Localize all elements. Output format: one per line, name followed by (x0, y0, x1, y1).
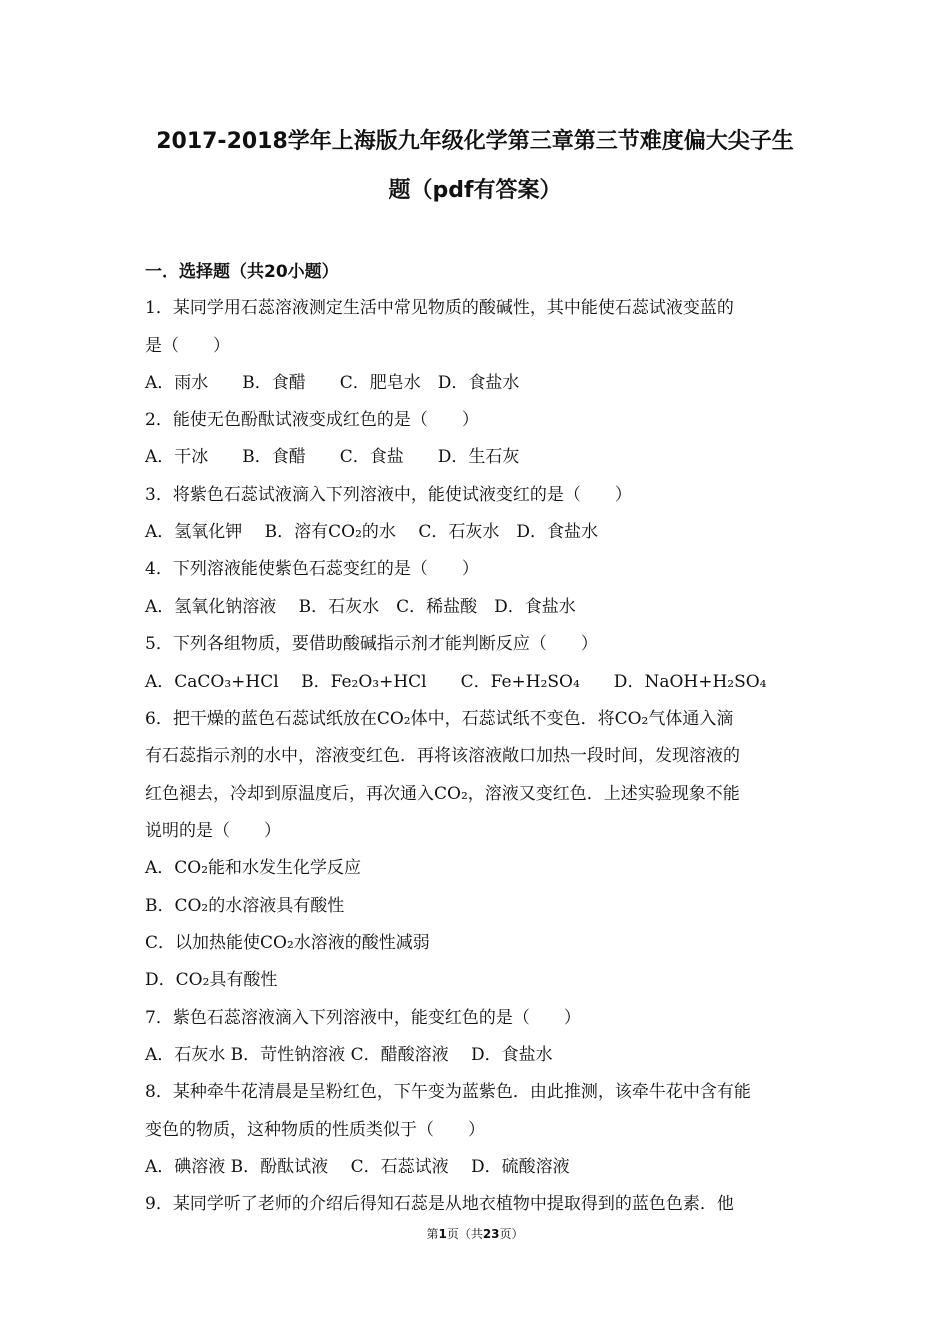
answer-options: A．雨水 B．食醋 C．肥皂水 D．食盐水 (145, 373, 520, 393)
question-text: 9．某同学听了老师的介绍后得知石蕊是从地衣植物中提取得到的蓝色色素．他 (145, 1194, 734, 1214)
answer-options: A．碘溶液 B．酚酞试液 C．石蕊试液 D．硫酸溶液 (145, 1157, 570, 1177)
page-footer (0, 1227, 950, 1241)
question-text: 5．下列各组物质，要借助酸碱指示剂才能判断反应（ ） (145, 634, 598, 654)
question-text: 红色褪去，冷却到原温度后，再次通入CO₂，溶液又变红色．上述实验现象不能 (145, 784, 740, 804)
question-text: 6．把干燥的蓝色石蕊试纸放在CO₂体中，石蕊试纸不变色．将CO₂气体通入滴 (145, 709, 734, 729)
footer-suffix: 页） (499, 1227, 524, 1241)
answer-option: B．CO₂的水溶液具有酸性 (145, 896, 345, 916)
document-title-line-1: 2017-2018学年上海版九年级化学第三章第三节难度偏大尖子生 (156, 129, 794, 154)
question-text: 有石蕊指示剂的水中，溶液变红色．再将该溶液敞口加热一段时间，发现溶液的 (145, 746, 740, 766)
answer-options: A．干冰 B．食醋 C．食盐 D．生石灰 (145, 447, 520, 467)
question-text: 是（ ） (145, 336, 230, 356)
question-text: 变色的物质，这种物质的性质类似于（ ） (145, 1120, 485, 1140)
question-text: 3．将紫色石蕊试液滴入下列溶液中，能使试液变红的是（ ） (145, 485, 632, 505)
document-title-line-2: 题（pdf有答案） (388, 178, 562, 203)
answer-option: C．以加热能使CO₂水溶液的酸性减弱 (145, 933, 430, 953)
answer-options: A．石灰水 B．苛性钠溶液 C．醋酸溶液 D．食盐水 (145, 1045, 553, 1065)
footer-page-number: 1 (438, 1227, 447, 1241)
answer-options: A．CaCO₃+HCl B．Fe₂O₃+HCl C．Fe+H₂SO₄ D．NaOH+H₂SO₄ (145, 672, 767, 692)
question-text: 4．下列溶液能使紫色石蕊变红的是（ ） (145, 559, 479, 579)
section-heading: 一．选择题（共20小题） (145, 262, 339, 282)
question-text: 说明的是（ ） (145, 821, 281, 841)
footer-mid: 页（共 (446, 1227, 483, 1241)
answer-option: A．CO₂能和水发生化学反应 (145, 858, 362, 878)
answer-options: A．氢氧化钠溶液 B．石灰水 C．稀盐酸 D．食盐水 (145, 597, 576, 617)
answer-option: D．CO₂具有酸性 (145, 970, 278, 990)
question-text: 1．某同学用石蕊溶液测定生活中常见物质的酸碱性，其中能使石蕊试液变蓝的 (145, 298, 734, 318)
question-text: 8．某种牵牛花清晨是呈粉红色，下午变为蓝紫色．由此推测，该牵牛花中含有能 (145, 1082, 751, 1102)
question-text: 7．紫色石蕊溶液滴入下列溶液中，能变红色的是（ ） (145, 1008, 581, 1028)
footer-prefix: 第 (426, 1227, 439, 1241)
question-text: 2．能使无色酚酞试液变成红色的是（ ） (145, 410, 479, 430)
footer-total-pages: 23 (482, 1227, 500, 1241)
answer-options: A．氢氧化钾 B．溶有CO₂的水 C．石灰水 D．食盐水 (145, 522, 598, 542)
